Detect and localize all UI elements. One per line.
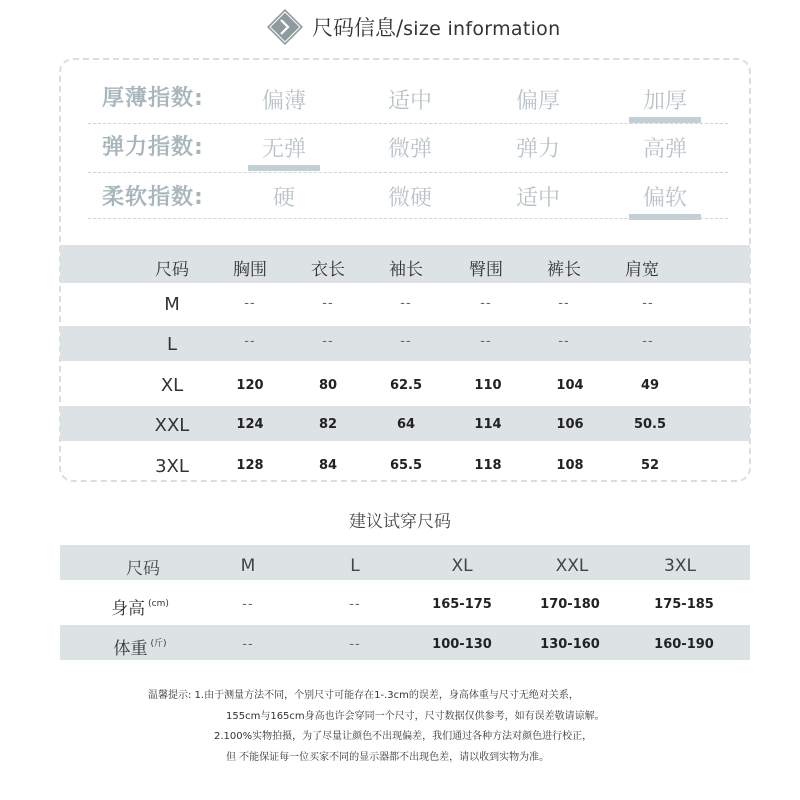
- size-cell: 3XL: [155, 456, 189, 477]
- table-cell: --: [400, 296, 412, 311]
- table-cell: 128: [236, 458, 264, 473]
- note-line: 2.100%实物拍摄，为了尽量让颜色不出现偏差，我们通过各种方法对颜色进行校正，: [214, 731, 593, 742]
- weight-unit: (斤): [150, 639, 167, 649]
- height-label: [80, 594, 200, 619]
- column-header: 胸围: [233, 260, 267, 280]
- height-label-text: 身高: [111, 599, 146, 619]
- table-cell: 165-175: [432, 597, 492, 612]
- index-label: 弹力指数:: [102, 134, 204, 160]
- size-cell: L: [166, 334, 178, 355]
- title-separator: /: [396, 16, 404, 40]
- column-header: 衣长: [311, 260, 345, 280]
- index-option-selected: 加厚: [625, 84, 705, 115]
- title-en: size information: [403, 18, 561, 40]
- table-cell: 175-185: [654, 597, 714, 612]
- column-header: 尺码: [155, 260, 189, 280]
- table-cell: --: [400, 334, 412, 349]
- column-header: 3XL: [664, 556, 696, 576]
- title-cn: 尺码信息: [312, 16, 396, 40]
- table-cell: --: [480, 334, 492, 349]
- table-cell: 124: [236, 417, 264, 432]
- table-cell: 110: [474, 378, 502, 393]
- table-cell: 170-180: [540, 597, 600, 612]
- index-label: 柔软指数:: [102, 184, 204, 210]
- column-header: 袖长: [389, 260, 423, 280]
- index-option-selected: 无弹: [244, 132, 324, 163]
- table-cell: 50.5: [633, 417, 667, 432]
- index-option: 微硬: [387, 186, 432, 211]
- index-option-selected: 偏软: [625, 181, 705, 212]
- table-cell: 130-160: [540, 637, 600, 652]
- column-header: 尺码: [126, 559, 160, 579]
- note-line: 但 不能保证每一位买家不同的显示器都不出现色差，请以收到实物为准。: [226, 751, 550, 763]
- table-cell: 160-190: [654, 637, 714, 652]
- column-header: 臀围: [469, 260, 503, 280]
- table-cell: --: [558, 334, 570, 349]
- size-cell: XXL: [154, 415, 190, 436]
- table-cell: 108: [556, 458, 584, 473]
- index-option: 高弹: [642, 137, 687, 162]
- divider: [88, 218, 728, 219]
- table-cell: --: [242, 597, 254, 612]
- column-header: 裤长: [547, 260, 581, 280]
- table-cell: 49: [640, 378, 660, 393]
- note-line: 温馨提示: 1.由于测量方法不同，个别尺寸可能存在1-.3cm的误差，身高体重与尺寸无绝对关系，: [148, 690, 579, 701]
- table-cell: 62.5: [389, 378, 423, 393]
- tips-notes: [148, 686, 605, 768]
- weight-label-text: 体重: [113, 639, 148, 659]
- recommend-title: 建议试穿尺码: [349, 512, 451, 532]
- table-cell: --: [558, 296, 570, 311]
- table-cell: --: [242, 637, 254, 652]
- index-option: 适中: [387, 89, 432, 114]
- divider: [88, 123, 728, 124]
- column-header: M: [240, 556, 256, 576]
- table-cell: 80: [318, 378, 338, 393]
- index-option: 适中: [515, 186, 560, 211]
- index-option: 偏薄: [261, 89, 306, 114]
- section-header: [266, 8, 560, 46]
- note-line: 155cm与165cm身高也许会穿同一个尺寸，尺寸数据仅供参考，如有误差敬请谅解。: [226, 710, 605, 722]
- table-cell: 82: [318, 417, 338, 432]
- table-cell: --: [642, 334, 654, 349]
- column-header: XL: [451, 556, 473, 576]
- table-cell: 84: [318, 458, 338, 473]
- index-option: 硬: [272, 186, 295, 211]
- table-cell: 52: [640, 458, 660, 473]
- table-cell: --: [480, 296, 492, 311]
- table-cell: 118: [474, 458, 502, 473]
- index-option: 偏厚: [515, 89, 560, 114]
- table-cell: 114: [474, 417, 502, 432]
- table-cell: 65.5: [389, 458, 423, 473]
- table-cell: 106: [556, 417, 584, 432]
- table-cell: --: [322, 296, 334, 311]
- size-cell: XL: [160, 375, 184, 396]
- table-cell: --: [244, 334, 256, 349]
- column-header: 肩宽: [625, 260, 659, 280]
- size-cell: M: [164, 294, 180, 315]
- index-option: 弹力: [515, 137, 560, 162]
- table-cell: --: [244, 296, 256, 311]
- weight-label: [80, 634, 200, 659]
- divider: [88, 172, 728, 173]
- index-label: 厚薄指数:: [102, 85, 204, 111]
- chevron-right-diamond-icon: [266, 8, 304, 46]
- table-cell: 120: [236, 378, 264, 393]
- table-cell: 100-130: [432, 637, 492, 652]
- table-cell: --: [349, 597, 361, 612]
- table-cell: --: [349, 637, 361, 652]
- table-cell: 104: [556, 378, 584, 393]
- table-cell: 64: [396, 417, 416, 432]
- table-cell: --: [322, 334, 334, 349]
- height-unit: (cm): [148, 599, 169, 609]
- index-option: 微弹: [387, 137, 432, 162]
- column-header: XXL: [555, 556, 589, 576]
- table-cell: --: [642, 296, 654, 311]
- column-header: L: [350, 556, 360, 576]
- page-title: [312, 12, 560, 42]
